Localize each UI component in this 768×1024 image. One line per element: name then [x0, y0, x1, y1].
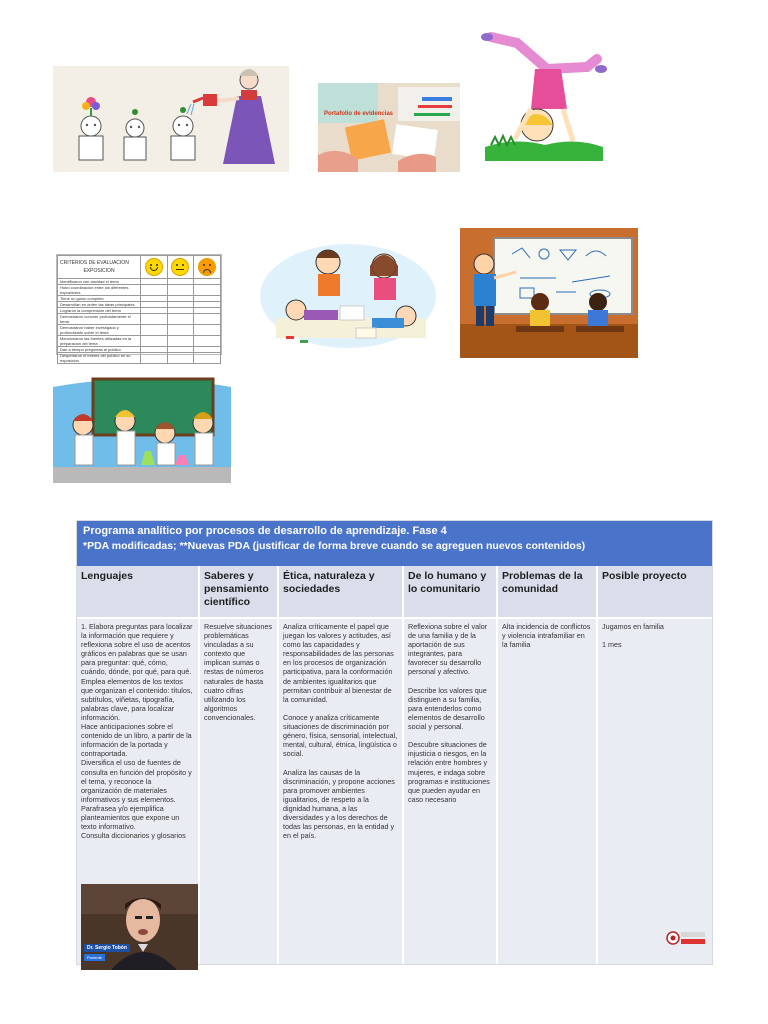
rubric-row: Identificaron con claridad el tema [58, 279, 141, 285]
rubric-row: Desarrollan en orden las ideas principales [58, 302, 141, 308]
column-header: Lenguajes [77, 566, 198, 619]
children-science-lab-illustration [53, 375, 231, 483]
column-body: Jugamos en familia 1 mes [602, 622, 664, 650]
column-body: Reflexiona sobre el valor de una familia y de la aportación de sus integrantes, para favorecer su desarrollo personal y afectivo. Describe los valores que distinguen a su familia, para entenderlos como elementos de desarrollo social y personal. Descubre situaciones de injusticia o riesgos, en la relación entre hombres y mujeres, e indaga sobre programas e instituciones que pueden ayudar en caso necesario [408, 622, 490, 804]
rubric-row: Tiene un guion completo [58, 296, 141, 302]
happy-face-icon [145, 258, 163, 276]
presenter-name: Dr. Sergio Tobón [84, 944, 130, 952]
column-header: De lo humano y lo comunitario [404, 566, 496, 619]
rubric-row: Demostraron haber investigado y profundizado sobre el tema [58, 325, 141, 336]
slide-title: Programa analítico por procesos de desarrollo de aprendizaje. Fase 4 [83, 525, 447, 537]
column-saberes [198, 566, 277, 964]
rubric-row: Demostraron conocer profundamente el tema [58, 314, 141, 325]
evaluation-rubric-image [56, 254, 222, 363]
presenter-role: Ponente [84, 954, 105, 961]
column-body: Resuelve situaciones problemáticas vinculadas a su contexto que implican sumas o restas de números naturales de hasta cuatro cifras utilizando los algoritmos convencionales. [204, 622, 272, 722]
column-header: Ética, naturaleza y sociedades [279, 566, 402, 619]
presenter-video[interactable] [81, 884, 198, 970]
rubric-row: Despertaron el interes del publico en su exposicion [58, 353, 141, 364]
column-header: Posible proyecto [598, 566, 712, 619]
column-problemas [496, 566, 596, 964]
rubric-row: Lograron la comprension del tema [58, 308, 141, 314]
rubric-subtitle: EXPOSICION [83, 267, 115, 274]
column-body: Alta incidencia de conflictos y violencia intrafamiliar en la familia [502, 622, 591, 650]
column-body: Analiza críticamente el papel que juegan los valores y actitudes, así como las capacidades y responsabilidades de las personas en los procesos de organización participativa, para la conformación de ambientes igualitarios que permitan contribuir al bienestar de la comunidad. Conoce y analiza críticamente situaciones de discriminación por género, física, sensorial, intelectual, mental, cultural, étnica, lingüística o social. Analiza las causas de la discriminación, y propone acciones para promover ambientes igualitarios, de respeto a la dignidad humana, a las diversidades y a los derechos de todas las personas, en la entidad y en el país. [283, 622, 398, 841]
slide-subtitle: *PDA modificadas; **Nuevas PDA (justificar de forma breve cuando se agreguen nuevos contenidos) [83, 540, 586, 552]
teacher-whiteboard-illustration [460, 228, 638, 358]
column-header: Problemas de la comunidad [498, 566, 596, 619]
neutral-face-icon [171, 258, 189, 276]
children-drawing-illustration [256, 236, 440, 356]
sad-face-icon [198, 258, 216, 276]
column-humano [402, 566, 496, 964]
rubric-title: CRITERIOS DE EVALUACION [60, 259, 129, 266]
rubric-row: Dan a tiempo preguntas al publico [58, 347, 141, 353]
teacher-watering-children-illustration [53, 66, 289, 172]
column-header: Saberes y pensamiento científico [200, 566, 277, 619]
institution-logo [667, 929, 707, 947]
slide-header [77, 521, 712, 566]
rubric-row: Mencionaron las fuentes utilizadas en la preparacion del tema [58, 336, 141, 347]
column-proyecto [596, 566, 712, 964]
rubric-row: Hubo coordinacion entre los diferentes expositores [58, 285, 141, 296]
child-cartwheel-illustration [477, 29, 610, 166]
column-body: 1. Elabora preguntas para localizar la información que requiere y reflexiona sobre el uso de acentos gráficos en palabras que se usan para preguntar: qué, cómo, cuándo, dónde, por qué, para qué. Emplea elementos de los textos que organizan el contenido: títulos, subtítulos, viñetas, tipografía, palabras clave, para localizar información. Hace anticipaciones sobre el contenido de un libro, a partir de la información de la portada y contraportada. Diversifica el uso de fuentes de consulta en función del propósito y el tema, y reconoce la organización de materiales informativos y sus elementos. Parafrasea y/o ejemplifica planteamientos que expone un texto informativo. Consulta diccionarios y glosarios [81, 622, 193, 841]
column-etica [277, 566, 402, 964]
portafolio-de-evidencias-photo [318, 83, 460, 172]
svg-text:Portafolio de evidencias: Portafolio de evidencias [324, 111, 394, 117]
